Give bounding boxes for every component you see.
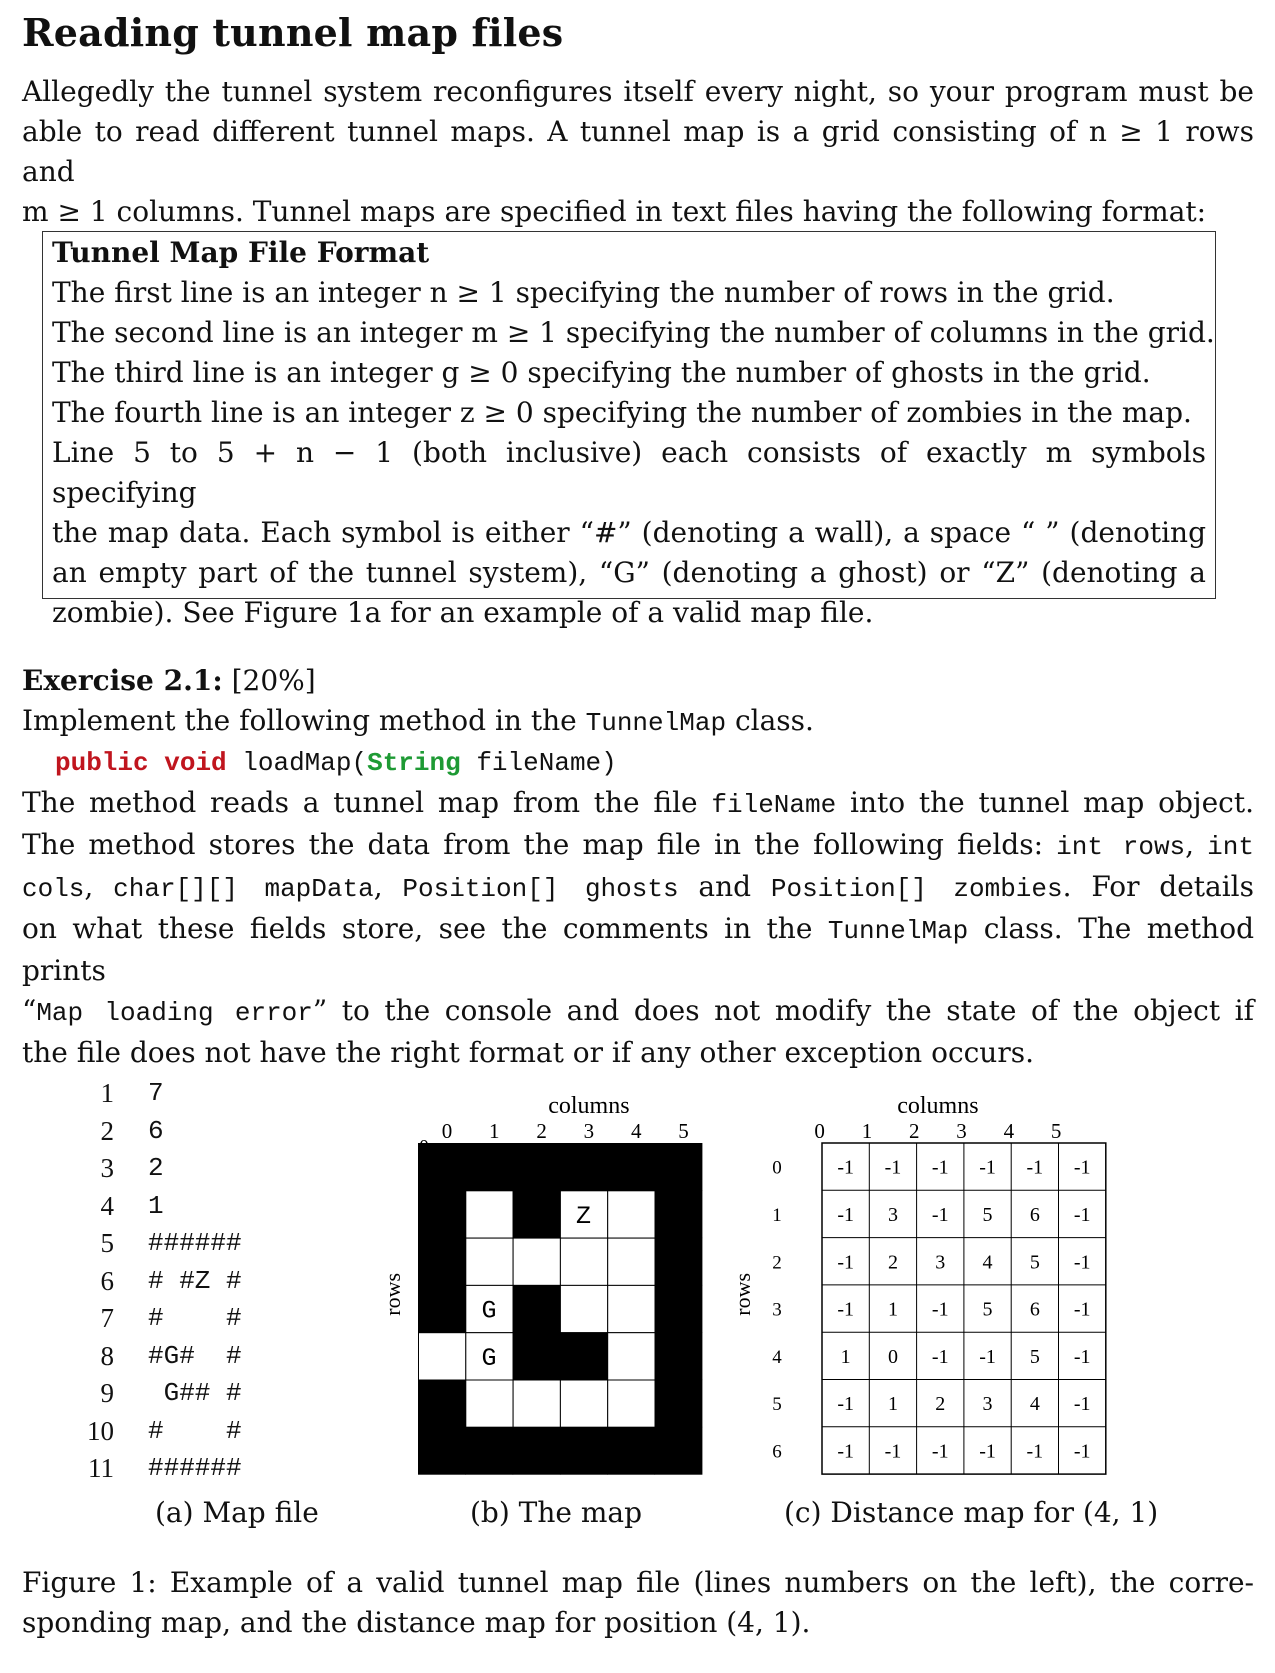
wall-cell (655, 1285, 703, 1333)
row-label: 1 (772, 1204, 782, 1226)
exercise-heading: Exercise 2.1: (22, 664, 223, 697)
empty-cell (608, 1380, 655, 1427)
rows-label: rows (730, 1272, 755, 1316)
wall-cell (465, 1143, 513, 1191)
distance-cell-value: -1 (1073, 1440, 1091, 1463)
distance-cell-value: 3 (887, 1203, 898, 1226)
empty-cell (608, 1191, 655, 1238)
empty-cell (513, 1238, 560, 1285)
wall-cell (655, 1143, 703, 1191)
format-line-2: The second line is an integer m ≥ 1 specifying the number of columns in the grid. (52, 316, 1215, 349)
ghost-cell-label: G (481, 1343, 497, 1373)
format-line-7: an empty part of the tunnel system), “G” (denoting a ghost) or “Z” (denoting a (52, 556, 1206, 589)
distance-cell-value: -1 (931, 1345, 949, 1368)
figure-caption (22, 1563, 1254, 1643)
distance-cell-value: 2 (935, 1393, 946, 1416)
exercise-line-5: cols, char[][] mapData, Position[] ghosts and Position[] zombies. For details (22, 870, 1255, 904)
exercise-line-1: Implement the following method in the TunnelMap class. (22, 704, 814, 738)
wall-cell (418, 1380, 466, 1428)
intro-line-3: m ≥ 1 columns. Tunnel maps are specified in text files having the following format: (22, 195, 1207, 228)
distance-cell-value: 5 (982, 1203, 993, 1226)
empty-cell (466, 1191, 513, 1238)
columns-label: columns (897, 1093, 979, 1119)
distance-cell-value: -1 (1026, 1156, 1044, 1179)
column-label: 3 (956, 1119, 967, 1143)
map-file-line-number: 7 (100, 1303, 114, 1333)
format-line-4: The fourth line is an integer z ≥ 0 specifying the number of zombies in the map. (52, 396, 1192, 429)
distance-cell-value: -1 (837, 1393, 854, 1416)
column-label: 1 (861, 1119, 873, 1143)
row-label: 0 (772, 1157, 782, 1179)
empty-cell (608, 1285, 655, 1332)
distance-cell-value: -1 (1026, 1440, 1044, 1463)
figure-distance-map (730, 1088, 1150, 1492)
wall-cell (655, 1190, 703, 1238)
map-file-line: 6 (148, 1115, 164, 1146)
map-file-line-number: 10 (87, 1415, 114, 1446)
format-box-title: Tunnel Map File Format (52, 236, 430, 269)
wall-cell (418, 1238, 466, 1286)
method-signature: public void loadMap(String fileName) (55, 748, 617, 778)
map-file-line: 2 (148, 1153, 164, 1183)
map-file-line: ###### (148, 1228, 242, 1258)
wall-cell (513, 1190, 561, 1238)
wall-cell (560, 1143, 608, 1191)
format-line-1: The first line is an integer n ≥ 1 specifying the number of rows in the grid. (52, 276, 1115, 309)
section-title: Reading tunnel map files (22, 10, 564, 55)
map-file-line: # #Z # (148, 1265, 242, 1296)
format-box (42, 231, 1216, 629)
empty-cell (608, 1333, 655, 1380)
distance-cell-value: 4 (1029, 1393, 1040, 1416)
map-file-line-number: 8 (100, 1340, 114, 1371)
map-file-line: 7 (148, 1078, 164, 1108)
caption-c: (c) Distance map for (4, 1) (784, 1496, 1159, 1529)
distance-cell-value: -1 (931, 1156, 949, 1179)
wall-cell (513, 1143, 561, 1191)
distance-cell-value: -1 (837, 1251, 854, 1274)
wall-cell (560, 1332, 608, 1380)
ghost-cell-label: G (481, 1296, 497, 1326)
format-line-5: Line 5 to 5 + n − 1 (both inclusive) each consists of exactly m symbols specifying (52, 436, 1206, 509)
distance-cell-value: -1 (979, 1440, 996, 1463)
row-label: 4 (772, 1346, 782, 1368)
distance-cell-value: 3 (982, 1393, 993, 1416)
caption-b: (b) The map (470, 1496, 643, 1529)
wall-cell (655, 1427, 703, 1475)
distance-cell-value: 1 (887, 1393, 898, 1416)
map-file-line-number: 9 (100, 1378, 114, 1408)
distance-cell-value: -1 (884, 1440, 902, 1463)
column-label: 4 (630, 1119, 642, 1143)
distance-cell-value: -1 (979, 1156, 996, 1179)
row-label: 2 (772, 1252, 782, 1274)
wall-cell (513, 1332, 561, 1380)
exercise-line-4: The method stores the data from the map file in the following fields: int rows, int (22, 828, 1254, 862)
figure-map-file (80, 1078, 300, 1483)
map-file-line-number: 1 (100, 1078, 114, 1108)
distance-cell-value: -1 (931, 1203, 949, 1226)
distance-cell-value: -1 (837, 1203, 854, 1226)
distance-cell-value: -1 (1073, 1298, 1091, 1321)
figure-the-map (370, 1088, 750, 1492)
wall-cell (607, 1427, 655, 1475)
map-file-line-number: 2 (100, 1115, 114, 1146)
distance-cell-value: 6 (1029, 1298, 1040, 1321)
map-file-line: # # (148, 1303, 242, 1333)
exercise-line-3: The method reads a tunnel map from the file fileName into the tunnel map object. (22, 786, 1254, 820)
empty-cell (419, 1333, 466, 1380)
map-file-line-number: 11 (88, 1453, 114, 1483)
exercise-line-6: on what these fields store, see the comments in the TunnelMap class. The method prints (22, 912, 1254, 987)
wall-cell (418, 1285, 466, 1333)
distance-cell-value: -1 (884, 1156, 902, 1179)
distance-cell-value: 5 (982, 1298, 993, 1321)
exercise-weight: [20%] (231, 664, 316, 697)
distance-cell-value: -1 (837, 1156, 854, 1179)
distance-cell-value: -1 (931, 1298, 949, 1321)
exercise-block (22, 661, 1254, 1073)
figure-caption-line-1: Figure 1: Example of a valid tunnel map file (lines numbers on the left), the corre- (22, 1566, 1254, 1599)
distance-cell-value: 6 (1029, 1203, 1040, 1226)
class-name: TunnelMap (585, 708, 727, 738)
distance-cell-value: 5 (1029, 1251, 1040, 1274)
distance-cell-value: -1 (837, 1298, 854, 1321)
wall-cell (560, 1427, 608, 1475)
wall-cell (607, 1143, 655, 1191)
empty-cell (560, 1380, 607, 1427)
figure-caption-line-2: sponding map, and the distance map for position (4, 1). (22, 1606, 811, 1639)
column-label: 1 (489, 1119, 500, 1143)
map-file-line: #G# # (148, 1340, 242, 1371)
intro-paragraph (22, 72, 1254, 232)
empty-cell (513, 1380, 560, 1427)
zombie-cell-label: Z (576, 1201, 592, 1231)
column-label: 2 (909, 1119, 920, 1143)
wall-cell (418, 1190, 466, 1238)
map-file-line-number: 3 (100, 1153, 114, 1183)
map-file-line: G## # (148, 1378, 242, 1408)
wall-cell (418, 1143, 466, 1191)
intro-line-2: able to read different tunnel maps. A tunnel map is a grid consisting of n ≥ 1 rows and (22, 115, 1254, 188)
wall-cell (513, 1427, 561, 1475)
format-line-8: zombie). See Figure 1a for an example of a valid map file. (52, 596, 874, 629)
distance-cell-value: -1 (1073, 1156, 1091, 1179)
rows-label: rows (380, 1272, 405, 1316)
row-label: 5 (772, 1394, 782, 1416)
map-file-line: 1 (148, 1190, 164, 1221)
exercise-line-8: the file does not have the right format or if any other exception occurs. (22, 1036, 1034, 1069)
column-label: 2 (536, 1119, 547, 1143)
wall-cell (465, 1427, 513, 1475)
distance-cell-value: 4 (982, 1251, 993, 1274)
caption-a: (a) Map file (155, 1496, 319, 1529)
empty-cell (608, 1238, 655, 1285)
map-file-line: # # (148, 1415, 242, 1446)
wall-cell (655, 1238, 703, 1286)
wall-cell (655, 1380, 703, 1428)
column-label: 4 (1003, 1119, 1015, 1143)
exercise-heading-line (22, 661, 1254, 701)
distance-cell-value: 1 (840, 1345, 851, 1368)
wall-cell (655, 1332, 703, 1380)
wall-cell (418, 1427, 466, 1475)
column-label: 0 (441, 1119, 453, 1143)
format-line-3: The third line is an integer g ≥ 0 specifying the number of ghosts in the grid. (52, 356, 1151, 389)
distance-cell-value: 5 (1029, 1345, 1040, 1368)
distance-cell-value: -1 (837, 1440, 854, 1463)
distance-cell-value: -1 (979, 1345, 996, 1368)
distance-cell-value: -1 (1073, 1203, 1091, 1226)
distance-cell-value: 2 (887, 1251, 898, 1274)
distance-cell-value: 1 (887, 1298, 898, 1321)
format-line-6: the map data. Each symbol is either “#” (denoting a wall), a space “ ” (denoting (52, 516, 1206, 549)
map-file-line-number: 5 (100, 1228, 114, 1258)
empty-cell (560, 1285, 607, 1332)
row-label: 6 (772, 1441, 782, 1463)
wall-cell (513, 1285, 561, 1333)
exercise-line-7: “Map loading error” to the console and does not modify the state of the object if (22, 994, 1254, 1028)
map-file-line: ###### (148, 1453, 242, 1483)
distance-cell-value: -1 (1073, 1345, 1091, 1368)
columns-label: columns (548, 1093, 630, 1119)
map-file-line-number: 4 (100, 1190, 114, 1221)
intro-line-1: Allegedly the tunnel system reconfigures itself every night, so your program must be (22, 75, 1254, 108)
distance-cell-value: -1 (1073, 1393, 1091, 1416)
distance-cell-value: 0 (887, 1345, 898, 1368)
distance-cell-value: -1 (931, 1440, 949, 1463)
distance-cell-value: -1 (1073, 1251, 1091, 1274)
column-label: 5 (1050, 1119, 1062, 1143)
column-label: 0 (814, 1119, 825, 1143)
empty-cell (560, 1238, 607, 1285)
empty-cell (466, 1238, 513, 1285)
map-file-line-number: 6 (100, 1265, 114, 1296)
row-label: 3 (772, 1299, 782, 1321)
column-label: 5 (678, 1119, 689, 1143)
distance-cell-value: 3 (935, 1251, 946, 1274)
empty-cell (466, 1380, 513, 1427)
column-label: 3 (583, 1119, 595, 1143)
